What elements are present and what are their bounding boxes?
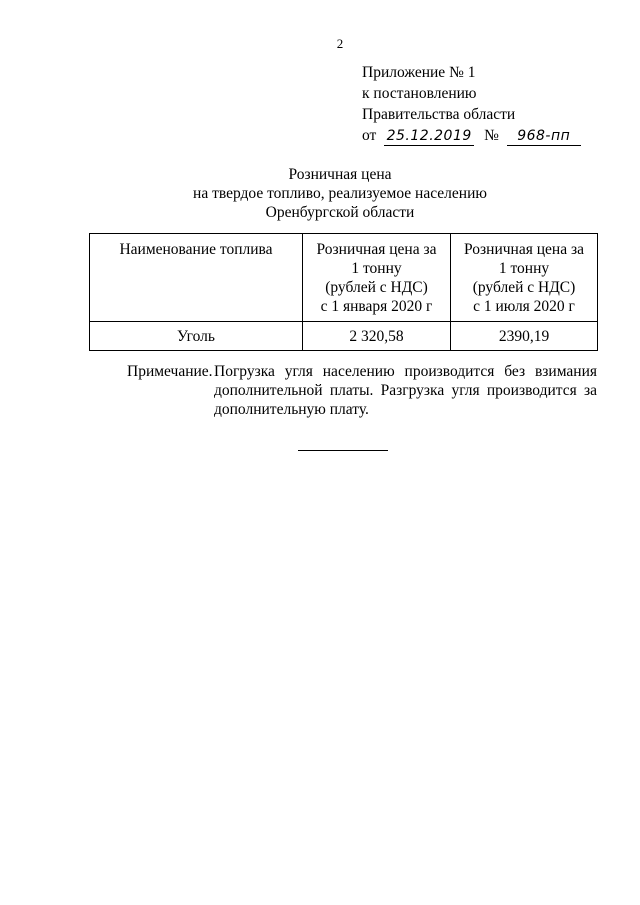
- cell-price-july: 2390,19: [451, 322, 598, 351]
- end-divider: [298, 450, 388, 451]
- from-label: от: [362, 127, 377, 144]
- appendix-line-3: Правительства области: [362, 106, 516, 123]
- header-fuel-name: Наименование топлива: [90, 234, 303, 322]
- header-price-july: Розничная цена за 1 тонну (рублей с НДС) с 1 июля 2020 г: [451, 234, 598, 322]
- cell-price-january: 2 320,58: [303, 322, 451, 351]
- document-title: [0, 165, 640, 222]
- title-line-2: на твердое топливо, реализуемое населению: [193, 185, 487, 202]
- table-row: [90, 322, 598, 351]
- header-price-january: Розничная цена за 1 тонну (рублей с НДС) с 1 января 2020 г: [303, 234, 451, 322]
- note-label: Примечание.: [127, 363, 213, 380]
- price-table: [89, 233, 598, 351]
- handwritten-date: 25.12.2019: [384, 128, 474, 146]
- appendix-line-1: Приложение № 1: [362, 64, 476, 81]
- number-label: №: [484, 127, 499, 144]
- appendix-block: [362, 62, 581, 146]
- note-block: [127, 362, 597, 419]
- appendix-reference-line: [362, 125, 581, 146]
- table-header-row: [90, 234, 598, 322]
- title-line-1: Розничная цена: [288, 166, 392, 183]
- page-number: 2: [336, 36, 344, 51]
- title-line-3: Оренбургской области: [265, 204, 415, 221]
- appendix-line-2: к постановлению: [362, 85, 477, 102]
- handwritten-number: 968-пп: [507, 128, 581, 146]
- note-text: Погрузка угля населению производится без взимания дополнительной платы. Разгрузка угля производится за дополнительную плату.: [214, 363, 597, 418]
- cell-fuel-name: Уголь: [90, 322, 303, 351]
